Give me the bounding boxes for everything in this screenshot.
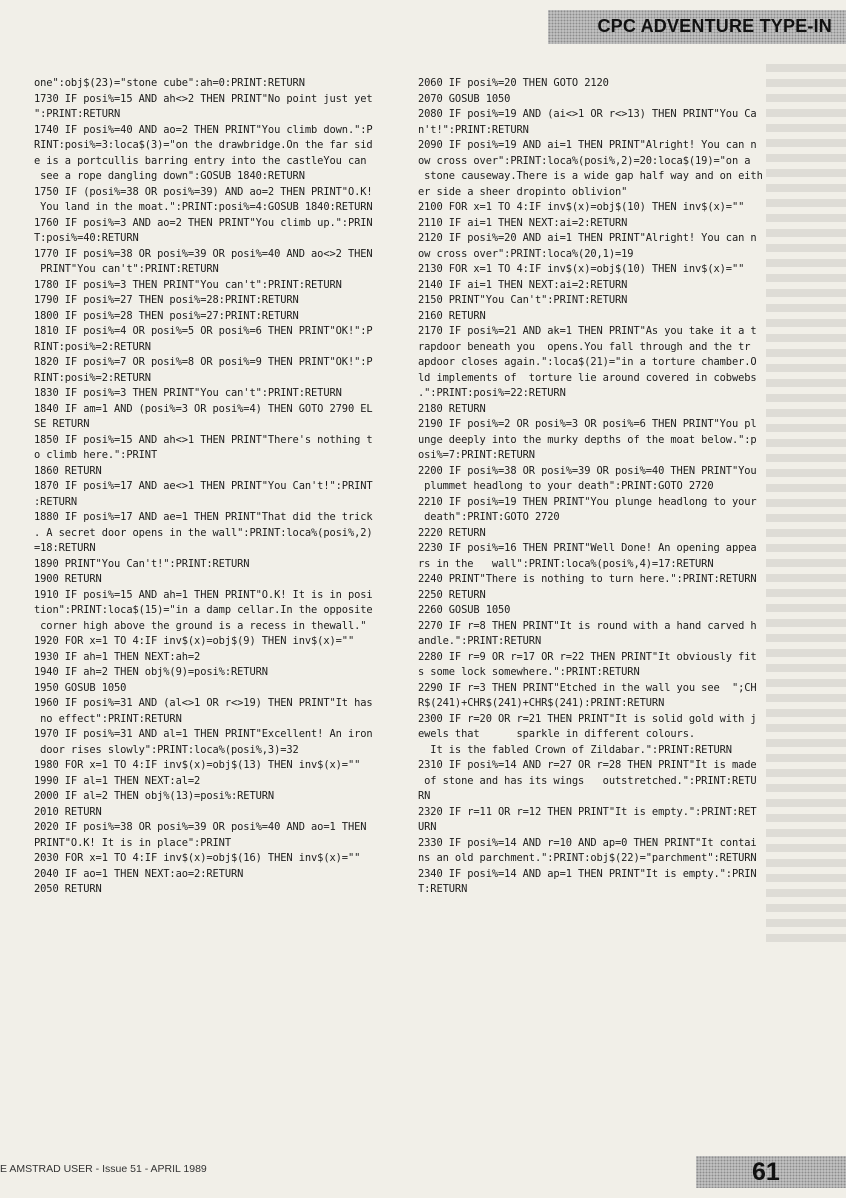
code-line: 1850 IF posi%=15 AND ah<>1 THEN PRINT"There's nothing t (34, 433, 373, 446)
code-line: 2080 IF posi%=19 AND (ai<>1 OR r<>13) THEN PRINT"You Ca (418, 108, 757, 120)
code-line: 2160 RETURN (418, 309, 486, 322)
code-line: 2310 IF posi%=14 AND r=27 OR r=28 THEN PRINT"It is made (418, 759, 757, 771)
code-line: death":PRINT:GOTO 2720 (418, 511, 560, 523)
code-line: er side a sheer dropinto oblivion" (418, 185, 628, 198)
header-band (548, 10, 846, 44)
code-line: 1950 GOSUB 1050 (34, 681, 127, 694)
code-line: 2330 IF posi%=14 AND r=10 AND ap=0 THEN PRINT"It contai (418, 836, 757, 849)
code-line: tion":PRINT:loca$(15)="in a damp cellar.In the opposite (34, 604, 373, 616)
code-line: 1960 IF posi%=31 AND (al<>1 OR r<>19) THEN PRINT"It has (34, 697, 373, 709)
code-line: 2150 PRINT"You Can't":PRINT:RETURN (418, 294, 628, 306)
code-line: 2240 PRINT"There is nothing to turn here.":PRINT:RETURN (418, 573, 757, 585)
code-line: 1940 IF ah=2 THEN obj%(9)=posi%:RETURN (34, 666, 268, 678)
right-code-column (418, 76, 794, 898)
code-line: 1920 FOR x=1 TO 4:IF inv$(x)=obj$(9) THEN inv$(x)="" (34, 635, 355, 647)
code-line: apdoor closes again.":loca$(21)="in a torture chamber.O (418, 356, 757, 368)
code-line: ld implements of torture lie around covered in cobwebs (418, 371, 757, 384)
code-line: 2250 RETURN (418, 588, 486, 601)
code-line: 2030 FOR x=1 TO 4:IF inv$(x)=obj$(16) THEN inv$(x)="" (34, 852, 361, 864)
code-line: 1800 IF posi%=28 THEN posi%=27:PRINT:RETURN (34, 309, 299, 322)
code-line: no effect":PRINT:RETURN (34, 712, 182, 725)
code-line: one":obj$(23)="stone cube":ah=0:PRINT:RETURN (34, 77, 305, 89)
left-code-column (34, 76, 410, 898)
code-line: It is the fabled Crown of Zildabar.":PRINT:RETURN (418, 743, 732, 756)
code-line: 1810 IF posi%=4 OR posi%=5 OR posi%=6 THEN PRINT"OK!":P (34, 325, 373, 337)
code-line: rapdoor beneath you opens.You fall through and the tr (418, 340, 751, 353)
code-line: 1750 IF (posi%=38 OR posi%=39) AND ao=2 THEN PRINT"O.K! (34, 185, 373, 198)
code-line: RINT:posi%=2:RETURN (34, 340, 151, 353)
code-line: 1830 IF posi%=3 THEN PRINT"You can't":PRINT:RETURN (34, 387, 342, 399)
code-line: e is a portcullis barring entry into the castleYou can (34, 154, 367, 167)
code-line: .":PRINT:posi%=22:RETURN (418, 387, 566, 399)
code-line: 2340 IF posi%=14 AND ap=1 THEN PRINT"It is empty.":PRIN (418, 867, 757, 880)
code-line: RINT:posi%=3:loca$(3)="on the drawbridge.On the far sid (34, 139, 373, 151)
code-line: osi%=7:PRINT:RETURN (418, 449, 535, 461)
code-line: andle.":PRINT:RETURN (418, 635, 542, 647)
code-line: 2120 IF posi%=20 AND ai=1 THEN PRINT"Alright! You can n (418, 232, 757, 244)
code-line: corner high above the ground is a recess in thewall." (34, 619, 367, 632)
code-line: 2220 RETURN (418, 526, 486, 539)
code-line: 2020 IF posi%=38 OR posi%=39 OR posi%=40 AND ao=1 THEN (34, 821, 367, 833)
code-line: unge deeply into the murky depths of the moat below.":p (418, 433, 757, 446)
code-line: 2300 IF r=20 OR r=21 THEN PRINT"It is solid gold with j (418, 712, 757, 725)
code-line: 1730 IF posi%=15 AND ah<>2 THEN PRINT"No point just yet (34, 92, 373, 105)
code-line: plummet headlong to your death":PRINT:GOTO 2720 (418, 480, 714, 492)
code-line: 2100 FOR x=1 TO 4:IF inv$(x)=obj$(10) THEN inv$(x)="" (418, 201, 745, 213)
code-line: 2320 IF r=11 OR r=12 THEN PRINT"It is empty.":PRINT:RET (418, 805, 757, 818)
code-line: 1970 IF posi%=31 AND al=1 THEN PRINT"Excellent! An iron (34, 728, 373, 740)
code-line: rs in the wall":PRINT:loca%(posi%,4)=17:RETURN (418, 557, 714, 570)
code-line: 2070 GOSUB 1050 (418, 92, 511, 105)
code-line: T:RETURN (418, 883, 468, 895)
code-line: 1910 IF posi%=15 AND ah=1 THEN PRINT"O.K! It is in posi (34, 588, 373, 601)
code-line: 2010 RETURN (34, 805, 102, 818)
code-line: URN (418, 821, 437, 833)
code-line: ewels that sparkle in different colours. (418, 728, 696, 740)
code-line: 2060 IF posi%=20 THEN GOTO 2120 (418, 77, 609, 89)
code-line: 2230 IF posi%=16 THEN PRINT"Well Done! An opening appea (418, 542, 757, 554)
code-line: 2040 IF ao=1 THEN NEXT:ao=2:RETURN (34, 867, 244, 880)
code-line: 2270 IF r=8 THEN PRINT"It is round with a hand carved h (418, 619, 757, 632)
code-line: 2260 GOSUB 1050 (418, 604, 511, 616)
code-line: 1790 IF posi%=27 THEN posi%=28:PRINT:RETURN (34, 294, 299, 306)
code-line: see a rope dangling down":GOSUB 1840:RETURN (34, 170, 305, 182)
page-number: 61 (752, 1158, 780, 1186)
code-line: 2140 IF ai=1 THEN NEXT:ai=2:RETURN (418, 278, 628, 291)
code-line: 2050 RETURN (34, 883, 102, 895)
code-line: 1990 IF al=1 THEN NEXT:al=2 (34, 774, 201, 787)
code-line: ns an old parchment.":PRINT:obj$(22)="parchment":RETURN (418, 852, 757, 864)
code-line: 2200 IF posi%=38 OR posi%=39 OR posi%=40 THEN PRINT"You (418, 464, 757, 477)
code-line: 1900 RETURN (34, 573, 102, 585)
code-line: 1980 FOR x=1 TO 4:IF inv$(x)=obj$(13) THEN inv$(x)="" (34, 759, 361, 771)
code-line: 2280 IF r=9 OR r=17 OR r=22 THEN PRINT"It obviously fit (418, 650, 757, 663)
code-line: of stone and has its wings outstretched.":PRINT:RETU (418, 774, 757, 787)
code-line: 2110 IF ai=1 THEN NEXT:ai=2:RETURN (418, 216, 628, 229)
code-line: =18:RETURN (34, 542, 96, 554)
page-number-badge (696, 1156, 846, 1188)
footer-magazine-info: E AMSTRAD USER - Issue 51 - APRIL 1989 (0, 1163, 207, 1175)
code-line: . A secret door opens in the wall":PRINT:loca%(posi%,2) (34, 526, 373, 539)
code-line: You land in the moat.":PRINT:posi%=4:GOSUB 1840:RETURN (34, 201, 373, 213)
code-line: 1860 RETURN (34, 464, 102, 477)
code-line: ow cross over":PRINT:loca%(posi%,2)=20:loca$(19)="on a (418, 154, 751, 167)
code-line: 1770 IF posi%=38 OR posi%=39 OR posi%=40 AND ao<>2 THEN (34, 247, 373, 260)
code-line: 2290 IF r=3 THEN PRINT"Etched in the wall you see ";CH (418, 681, 757, 694)
code-line: 1780 IF posi%=3 THEN PRINT"You can't":PRINT:RETURN (34, 278, 342, 291)
code-line: 1740 IF posi%=40 AND ao=2 THEN PRINT"You climb down.":P (34, 123, 373, 136)
code-line: 2180 RETURN (418, 402, 486, 415)
code-line: n't!":PRINT:RETURN (418, 123, 529, 136)
code-line: SE RETURN (34, 418, 90, 430)
code-line: 1820 IF posi%=7 OR posi%=8 OR posi%=9 THEN PRINT"OK!":P (34, 356, 373, 368)
code-line: 1760 IF posi%=3 AND ao=2 THEN PRINT"You climb up.":PRIN (34, 216, 373, 229)
code-line: ow cross over":PRINT:loca%(20,1)=19 (418, 247, 634, 260)
code-line: s some lock somewhere.":PRINT:RETURN (418, 666, 640, 678)
code-line: ":PRINT:RETURN (34, 108, 121, 120)
code-line: :RETURN (34, 495, 78, 508)
code-line: RN (418, 790, 431, 802)
code-line: 1870 IF posi%=17 AND ae<>1 THEN PRINT"You Can't!":PRINT (34, 480, 373, 492)
code-line: 2130 FOR x=1 TO 4:IF inv$(x)=obj$(10) THEN inv$(x)="" (418, 263, 745, 275)
code-line: 2170 IF posi%=21 AND ak=1 THEN PRINT"As you take it a t (418, 325, 757, 337)
code-line: 1880 IF posi%=17 AND ae=1 THEN PRINT"That did the trick (34, 511, 373, 523)
code-line: 2000 IF al=2 THEN obj%(13)=posi%:RETURN (34, 790, 275, 802)
code-line: PRINT"O.K! It is in place":PRINT (34, 836, 231, 849)
code-line: R$(241)+CHR$(241)+CHR$(241):PRINT:RETURN (418, 697, 665, 709)
code-line: door rises slowly":PRINT:loca%(posi%,3)=32 (34, 743, 299, 756)
code-line: PRINT"You can't":PRINT:RETURN (34, 263, 219, 275)
code-line: RINT:posi%=2:RETURN (34, 371, 151, 384)
code-line: 2210 IF posi%=19 THEN PRINT"You plunge headlong to your (418, 495, 757, 508)
code-line: T:posi%=40:RETURN (34, 232, 139, 244)
code-line: 2190 IF posi%=2 OR posi%=3 OR posi%=6 THEN PRINT"You pl (418, 418, 757, 430)
code-line: o climb here.":PRINT (34, 449, 158, 461)
code-line: 2090 IF posi%=19 AND ai=1 THEN PRINT"Alright! You can n (418, 139, 757, 151)
code-line: stone causeway.There is a wide gap half way and on eith (418, 170, 763, 182)
code-line: 1890 PRINT"You Can't!":PRINT:RETURN (34, 557, 250, 570)
code-line: 1930 IF ah=1 THEN NEXT:ah=2 (34, 650, 201, 663)
code-line: 1840 IF am=1 AND (posi%=3 OR posi%=4) THEN GOTO 2790 EL (34, 402, 373, 415)
section-title: CPC ADVENTURE TYPE-IN (597, 16, 832, 36)
